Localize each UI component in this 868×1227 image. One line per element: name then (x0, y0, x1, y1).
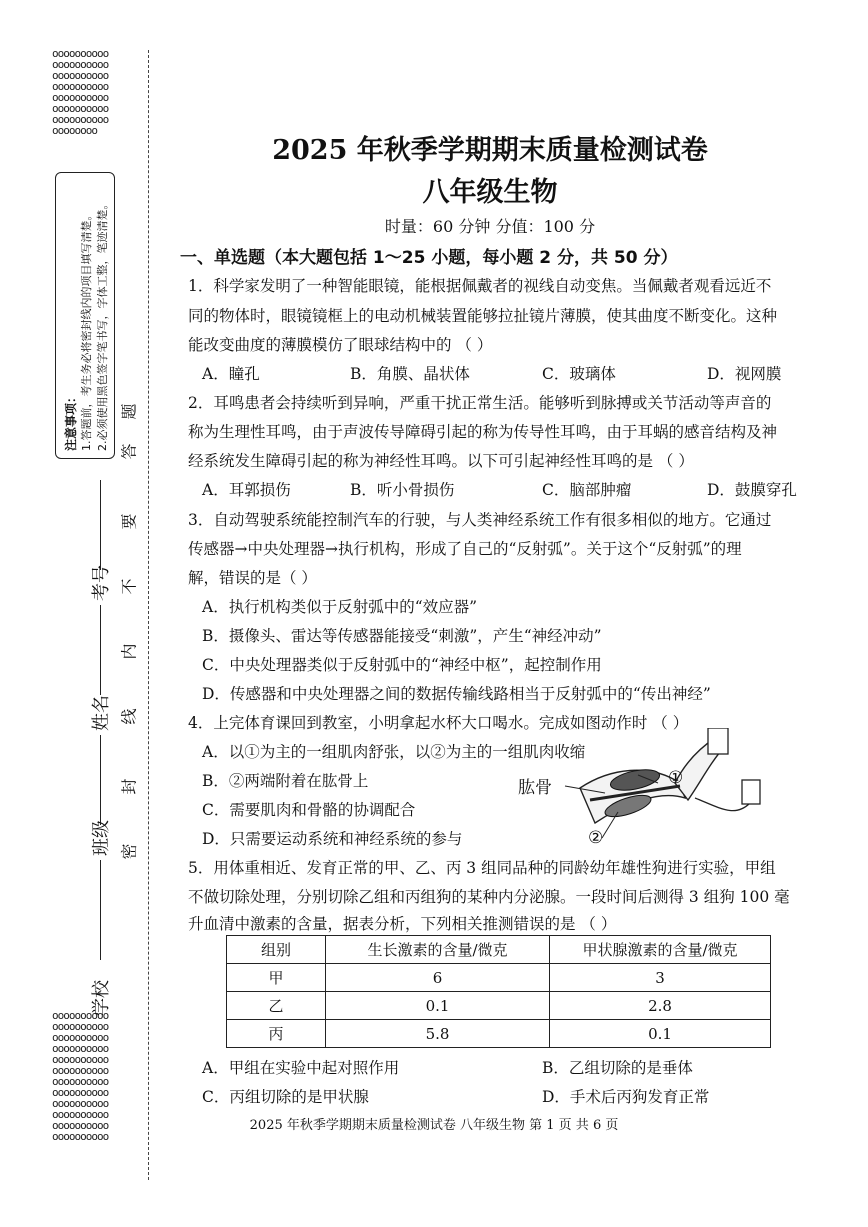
q5-line: 不做切除处理，分别切除乙组和丙组狗的某种内分泌腺。一段时间后测得 3 组狗 100 毫 (188, 888, 790, 906)
q2-option-c: C．脑部肿瘤 (542, 481, 632, 499)
field-line-class (100, 735, 101, 825)
table-header-cell: 甲状腺激素的含量/微克 (550, 936, 771, 964)
q2-line: 经系统发生障碍引起的称为神经性耳鸣。以下可引起神经性耳鸣的是 （ ） (188, 452, 694, 470)
q3-option-b: B．摄像头、雷达等传感器能接受“刺激”，产生“神经冲动” (202, 627, 602, 645)
field-label-class: 班级 (91, 820, 112, 856)
table-row (227, 992, 771, 1020)
q2-line: 2．耳鸣患者会持续听到异响，严重干扰正常生活。能够听到脉搏或关节活动等声音的 (188, 394, 772, 412)
q1-option-a: A．瞳孔 (202, 365, 260, 383)
subject-title: 八年级生物 (422, 177, 558, 208)
notice-box (55, 172, 115, 459)
ring-decoration-top: oooooooooooooooooooooooooooooooooooooooooooooooooooooooooooooooooooooooooooooo (52, 47, 109, 137)
page-footer: 2025 年秋季学期期末质量检测试卷 八年级生物 第 1 页 共 6 页 (249, 1118, 619, 1133)
notice-line-2: 2.必须使用黑色签字笔书写，字体工整，笔迹清楚。 (96, 198, 109, 451)
table-header-cell: 组别 (227, 936, 326, 964)
table-cell: 2.8 (550, 992, 771, 1020)
ring-decoration-bottom: oooooooooooooooooooooooooooooooooooooooooooooooooooooooooooooooooooooooooooooooooooooooooooooooooooooooooooooooooooooooo (52, 1009, 109, 1143)
q1-line: 1．科学家发明了一种智能眼镜，能根据佩戴者的视线自动变焦。当佩戴者观看远近不 (188, 277, 772, 295)
muscle-2-label: ② (588, 828, 604, 848)
q4-option-b: B．②两端附着在肱骨上 (202, 772, 369, 790)
q5-option-c: C．丙组切除的是甲状腺 (202, 1088, 369, 1106)
table-cell: 6 (326, 964, 550, 992)
q3-option-d: D．传感器和中央处理器之间的数据传输线路相当于反射弧中的“传出神经” (202, 685, 711, 703)
q5-option-d: D．手术后丙狗发育正常 (542, 1088, 710, 1106)
table-cell: 0.1 (550, 1020, 771, 1048)
seal-char: 不 (119, 578, 139, 595)
seal-char: 内 (119, 643, 139, 660)
q5-line: 5．用体重相近、发育正常的甲、乙、丙 3 组同品种的同龄幼年雄性狗进行实验，甲组 (188, 859, 776, 877)
seal-char: 线 (119, 708, 139, 725)
q5-option-a: A．甲组在实验中起对照作用 (202, 1059, 400, 1077)
page-title: 2025 年秋季学期期末质量检测试卷 (272, 135, 708, 166)
binding-margin (0, 0, 150, 1227)
field-line-exam-no (100, 480, 101, 570)
notice-title: 注意事项： (64, 390, 78, 451)
table-header-cell: 生长激素的含量/微克 (326, 936, 550, 964)
q2-option-b: B．听小骨损伤 (350, 481, 455, 499)
q5-line: 升血清中激素的含量，据表分析，下列相关推测错误的是 （ ） (188, 915, 617, 933)
section-heading: 一、单选题（本大题包括 1～25 小题，每小题 2 分，共 50 分） (180, 248, 678, 268)
field-line-name (100, 605, 101, 695)
q4-option-c: C．需要肌肉和骨骼的协调配合 (202, 801, 416, 819)
q3-option-c: C．中央处理器类似于反射弧中的“神经中枢”，起控制作用 (202, 656, 602, 674)
notice-line-1: 1.答题前，考生务必将密封线内的项目填写清楚。 (80, 209, 93, 451)
q1-line: 能改变曲度的薄膜模仿了眼球结构中的 （ ） (188, 336, 493, 354)
muscle-1-label: ① (668, 768, 684, 788)
table-row (227, 1020, 771, 1048)
q3-option-a: A．执行机构类似于反射弧中的“效应器” (202, 598, 478, 616)
q1-line: 同的物体时，眼镜镜框上的电动机械装置能够拉扯镜片薄膜，使其曲度不断变化。这种 (188, 307, 778, 325)
q2-line: 称为生理性耳鸣，由于声波传导障碍引起的称为传导性耳鸣，由于耳蜗的感音结构及神 (188, 423, 778, 441)
q2-option-a: A．耳郭损伤 (202, 481, 291, 499)
arm-illustration (510, 728, 800, 852)
field-label-name: 姓名 (91, 695, 112, 731)
bone-label: 肱骨 (518, 778, 552, 798)
seal-char: 答 (119, 443, 139, 460)
q1-option-c: C．玻璃体 (542, 365, 616, 383)
q4-option-a: A．以①为主的一组肌肉舒张，以②为主的一组肌肉收缩 (202, 743, 586, 761)
seal-char: 题 (119, 403, 139, 420)
table-cell: 乙 (227, 992, 326, 1020)
seal-char: 要 (119, 513, 139, 530)
q3-line: 解，错误的是（ ） (188, 569, 317, 587)
q1-option-d: D．视网膜 (707, 365, 782, 383)
q4-arm-figure (510, 728, 800, 852)
table-cell: 0.1 (326, 992, 550, 1020)
q2-option-d: D．鼓膜穿孔 (707, 481, 797, 499)
q1-option-b: B．角膜、晶状体 (350, 365, 470, 383)
table-cell: 丙 (227, 1020, 326, 1048)
field-label-school: 学校 (91, 980, 112, 1016)
seal-char: 封 (119, 778, 139, 795)
table-header-row (227, 936, 771, 964)
q3-line: 3．自动驾驶系统能控制汽车的行驶，与人类神经系统工作有很多相似的地方。它通过 (188, 511, 772, 529)
q4-line: 4．上完体育课回到教室，小明拿起水杯大口喝水。完成如图动作时 （ ） (188, 714, 689, 732)
table-row (227, 964, 771, 992)
q5-option-b: B．乙组切除的是垂体 (542, 1059, 693, 1077)
q4-option-d: D．只需要运动系统和神经系统的参与 (202, 830, 463, 848)
field-label-exam-no: 考号 (91, 565, 112, 601)
table-cell: 甲 (227, 964, 326, 992)
q3-line: 传感器→中央处理器→执行机构，形成了自己的“反射弧”。关于这个“反射弧”的理 (188, 540, 742, 558)
seal-char: 密 (119, 843, 139, 860)
field-line-school (100, 860, 101, 960)
q5-table (226, 935, 771, 1048)
table-cell: 3 (550, 964, 771, 992)
exam-meta: 时量：60 分钟 分值：100 分 (384, 217, 596, 236)
seal-line (148, 50, 149, 1180)
table-cell: 5.8 (326, 1020, 550, 1048)
